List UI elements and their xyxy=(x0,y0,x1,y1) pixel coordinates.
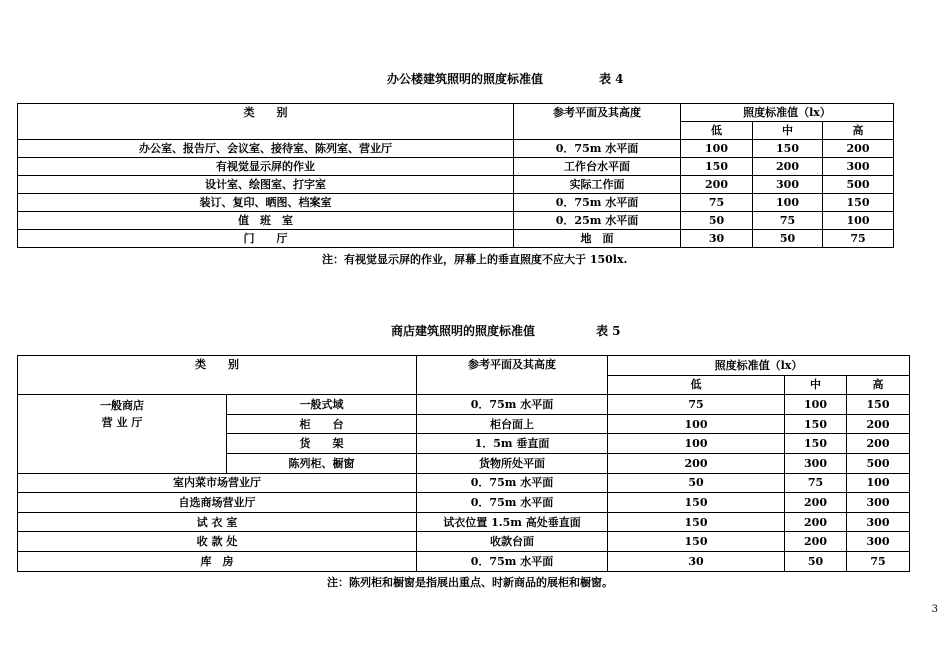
high-value-cell: 100 xyxy=(847,473,910,493)
high-value-cell: 300 xyxy=(847,493,910,513)
mid-value-cell: 200 xyxy=(785,493,847,513)
plane-cell: 0．75m 水平面 xyxy=(417,551,608,571)
mid-value-cell: 50 xyxy=(753,230,823,248)
mid-value-cell: 75 xyxy=(785,473,847,493)
subcategory-cell: 柜 台 xyxy=(227,414,417,434)
high-value-cell: 300 xyxy=(847,532,910,552)
table5-note: 注：陈列柜和橱窗是指展出重点、时新商品的展柜和橱窗。 xyxy=(327,576,613,589)
category-cell: 库 房 xyxy=(18,551,417,571)
category-cell: 室内菜市场营业厅 xyxy=(18,473,417,493)
low-value-cell: 50 xyxy=(681,212,753,230)
table-row xyxy=(18,158,894,176)
high-value-cell: 200 xyxy=(847,434,910,454)
table-row xyxy=(18,176,894,194)
table-row xyxy=(18,512,910,532)
table5-number: 表 5 xyxy=(596,324,621,338)
table4-title: 办公楼建筑照明的照度标准值 xyxy=(387,72,544,86)
group-category-cell xyxy=(18,395,227,473)
low-value-cell: 100 xyxy=(681,140,753,158)
low-value-cell: 150 xyxy=(608,532,785,552)
subcategory-cell: 陈列柜、橱窗 xyxy=(227,453,417,473)
header-plane: 参考平面及其高度 xyxy=(514,104,681,140)
header-category: 类 别 xyxy=(18,356,417,395)
table4-note: 注：有视觉显示屏的作业，屏幕上的垂直照度不应大于 150lx. xyxy=(322,253,628,266)
low-value-cell: 150 xyxy=(608,493,785,513)
category-cell: 试 衣 室 xyxy=(18,512,417,532)
table4-body xyxy=(18,104,894,248)
table4-caption xyxy=(387,70,687,87)
mid-value-cell: 150 xyxy=(753,140,823,158)
table-row xyxy=(18,212,894,230)
plane-cell: 货物所处平面 xyxy=(417,453,608,473)
high-value-cell: 500 xyxy=(847,453,910,473)
plane-cell: 0．75m 水平面 xyxy=(417,395,608,415)
category-cell: 有视觉显示屏的作业 xyxy=(18,158,514,176)
header-category: 类 别 xyxy=(18,104,514,140)
table-row xyxy=(18,194,894,212)
header-plane: 参考平面及其高度 xyxy=(417,356,608,395)
group-label-line2: 营 业 厅 xyxy=(101,416,143,430)
high-value-cell: 300 xyxy=(823,158,894,176)
mid-value-cell: 300 xyxy=(753,176,823,194)
low-value-cell: 100 xyxy=(608,434,785,454)
table5 xyxy=(17,355,910,572)
plane-cell: 地 面 xyxy=(514,230,681,248)
category-cell: 值 班 室 xyxy=(18,212,514,230)
mid-value-cell: 100 xyxy=(753,194,823,212)
high-value-cell: 100 xyxy=(823,212,894,230)
category-cell: 门 厅 xyxy=(18,230,514,248)
header-mid: 中 xyxy=(753,122,823,140)
high-value-cell: 150 xyxy=(823,194,894,212)
category-cell: 设计室、绘图室、打字室 xyxy=(18,176,514,194)
mid-value-cell: 75 xyxy=(753,212,823,230)
low-value-cell: 100 xyxy=(608,414,785,434)
mid-value-cell: 200 xyxy=(785,532,847,552)
plane-cell: 0．75m 水平面 xyxy=(514,140,681,158)
table-row xyxy=(18,532,910,552)
table-row xyxy=(18,395,910,415)
high-value-cell: 75 xyxy=(847,551,910,571)
plane-cell: 0．75m 水平面 xyxy=(417,493,608,513)
category-cell: 装订、复印、晒图、档案室 xyxy=(18,194,514,212)
mid-value-cell: 300 xyxy=(785,453,847,473)
high-value-cell: 300 xyxy=(847,512,910,532)
table5-body xyxy=(18,356,910,572)
high-value-cell: 200 xyxy=(823,140,894,158)
mid-value-cell: 50 xyxy=(785,551,847,571)
low-value-cell: 50 xyxy=(608,473,785,493)
low-value-cell: 75 xyxy=(681,194,753,212)
table5-caption xyxy=(391,322,691,339)
low-value-cell: 30 xyxy=(681,230,753,248)
group-label-line1: 一般商店 xyxy=(100,399,144,413)
mid-value-cell: 150 xyxy=(785,434,847,454)
header-low: 低 xyxy=(681,122,753,140)
plane-cell: 工作台水平面 xyxy=(514,158,681,176)
subcategory-cell: 货 架 xyxy=(227,434,417,454)
subcategory-cell: 一般式域 xyxy=(227,395,417,415)
low-value-cell: 150 xyxy=(681,158,753,176)
header-high: 高 xyxy=(823,122,894,140)
table5-title: 商店建筑照明的照度标准值 xyxy=(391,324,536,338)
plane-cell: 0．25m 水平面 xyxy=(514,212,681,230)
mid-value-cell: 150 xyxy=(785,414,847,434)
header-low: 低 xyxy=(608,375,785,395)
plane-cell: 实际工作面 xyxy=(514,176,681,194)
page-number: 3 xyxy=(931,604,938,615)
mid-value-cell: 100 xyxy=(785,395,847,415)
table-header-row xyxy=(18,356,910,376)
high-value-cell: 150 xyxy=(847,395,910,415)
plane-cell: 1．5m 垂直面 xyxy=(417,434,608,454)
low-value-cell: 200 xyxy=(608,453,785,473)
plane-cell: 收款台面 xyxy=(417,532,608,552)
low-value-cell: 30 xyxy=(608,551,785,571)
header-mid: 中 xyxy=(785,375,847,395)
mid-value-cell: 200 xyxy=(753,158,823,176)
table-row xyxy=(18,140,894,158)
header-standard: 照度标准值（lx） xyxy=(608,356,910,376)
table-row xyxy=(18,551,910,571)
plane-cell: 试衣位置 1.5m 高处垂直面 xyxy=(417,512,608,532)
table4 xyxy=(17,103,894,248)
plane-cell: 0．75m 水平面 xyxy=(514,194,681,212)
table4-number: 表 4 xyxy=(599,72,624,86)
high-value-cell: 200 xyxy=(847,414,910,434)
low-value-cell: 75 xyxy=(608,395,785,415)
category-cell: 自选商场营业厅 xyxy=(18,493,417,513)
category-cell: 收 款 处 xyxy=(18,532,417,552)
category-cell: 办公室、报告厅、会议室、接待室、陈列室、营业厅 xyxy=(18,140,514,158)
mid-value-cell: 200 xyxy=(785,512,847,532)
low-value-cell: 150 xyxy=(608,512,785,532)
low-value-cell: 200 xyxy=(681,176,753,194)
table-row xyxy=(18,473,910,493)
high-value-cell: 500 xyxy=(823,176,894,194)
header-high: 高 xyxy=(847,375,910,395)
header-standard: 照度标准值（lx） xyxy=(681,104,894,122)
table-row xyxy=(18,493,910,513)
table-row xyxy=(18,230,894,248)
plane-cell: 0．75m 水平面 xyxy=(417,473,608,493)
plane-cell: 柜台面上 xyxy=(417,414,608,434)
table-header-row xyxy=(18,104,894,122)
high-value-cell: 75 xyxy=(823,230,894,248)
